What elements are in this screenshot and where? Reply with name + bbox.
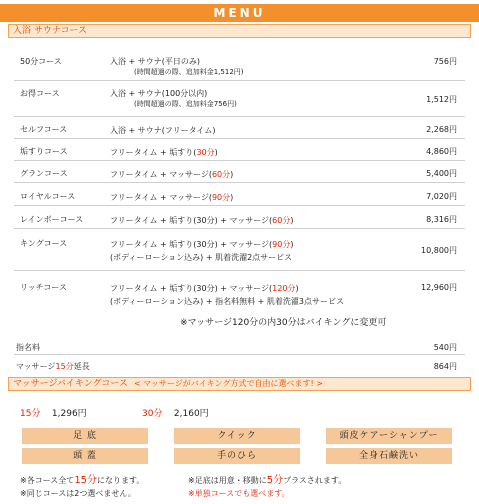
divider: [14, 160, 465, 161]
option-price: 864円: [433, 362, 457, 371]
course-price: 5,400円: [426, 169, 457, 178]
menu-title-bar: [0, 4, 479, 22]
desc-duration: 30分: [196, 148, 215, 157]
desc-duration: 120分: [272, 284, 296, 293]
viking-item-palm[interactable]: 手のひら: [174, 448, 300, 464]
option-price: 540円: [433, 343, 457, 352]
desc-text: ): [214, 148, 218, 157]
footer-note-foot: [188, 471, 346, 486]
desc-text: ): [295, 284, 299, 293]
course-name: ロイヤルコース: [20, 192, 76, 201]
option-text: 延長: [73, 362, 90, 371]
desc-duration: 60分: [272, 216, 291, 225]
course-desc: [110, 214, 293, 227]
viking-price-30: [142, 406, 209, 419]
section-title: マッサージバイキングコース: [13, 379, 128, 389]
desc-text: ): [290, 216, 294, 225]
note-text: になります。: [97, 476, 145, 485]
option-text: マッサージ: [16, 362, 56, 371]
desc-text: フリータイム + 垢すり(30分) + マッサージ(: [110, 240, 273, 249]
course-desc: 入浴 + サウナ(フリータイム): [110, 126, 216, 135]
option-name: [16, 361, 90, 372]
option-duration: 15分: [55, 362, 74, 371]
course-name: キングコース: [20, 239, 68, 248]
note-text: プラスされます。: [283, 476, 347, 485]
course-price: 4,860円: [426, 147, 457, 156]
option-name: 指名料: [16, 343, 40, 352]
course-desc-line2: (ボディーローション込み) + 指名料無料 + 肌着洗濯3点サービス: [110, 297, 344, 306]
desc-text: フリータイム + 垢すり(30分) + マッサージ(: [110, 284, 273, 293]
section-note: < マッサージがバイキング方式で自由に選べます! >: [133, 379, 323, 388]
course-price: 10,800円: [421, 246, 457, 255]
course-name: セルフコース: [20, 125, 68, 134]
desc-text: フリータイム + マッサージ(: [110, 170, 212, 179]
divider: [14, 205, 465, 206]
course-desc-line2: (ボディーローション込み) + 肌着洗濯2点サービス: [110, 253, 293, 262]
massage-note: ※マッサージ120分の内30分はバイキングに変更可: [180, 318, 387, 328]
footer-note-single: ※単独コースでも選べます。: [188, 489, 290, 498]
course-desc-line1: 入浴 + サウナ(100分以内): [110, 89, 208, 98]
divider: [14, 80, 465, 81]
desc-text: ): [290, 240, 294, 249]
viking-minutes: 30分: [142, 409, 163, 419]
course-desc: [110, 88, 237, 110]
viking-minutes: 15分: [20, 409, 41, 419]
course-name: 50分コース: [20, 57, 62, 66]
viking-item-head[interactable]: 頭 蓋: [22, 448, 148, 464]
desc-duration: 90分: [211, 193, 231, 202]
divider: [14, 270, 465, 271]
course-desc-line2: (時間超過の際、追加料金1,512円): [134, 68, 244, 76]
course-price: 1,512円: [426, 95, 457, 104]
footer-note-duration: [20, 471, 144, 486]
note-highlight: 15分: [74, 475, 98, 486]
divider: [14, 354, 465, 355]
desc-text: ): [230, 170, 234, 179]
menu-title: MENU: [213, 6, 266, 20]
desc-duration: 90分: [272, 240, 291, 249]
viking-item-scalp-shampoo[interactable]: 頭皮ケアーシャンプー: [326, 428, 452, 444]
course-price: 8,316円: [426, 215, 457, 224]
course-desc: [110, 282, 344, 308]
course-price: 756円: [433, 57, 457, 66]
course-desc-line2: (時間超過の際、追加料金756円): [134, 100, 237, 108]
footer-note-same-course: ※同じコースは2つ選べません。: [20, 489, 136, 498]
section-title: 入浴 サウナコース: [13, 26, 88, 36]
viking-price: 2,160円: [173, 409, 209, 419]
viking-item-soap-wash[interactable]: 全身石鹸洗い: [326, 448, 452, 464]
viking-price: 1,296円: [51, 409, 87, 419]
section-header-viking: [8, 377, 471, 391]
course-desc: [110, 168, 233, 181]
course-desc-line1: 入浴 + サウナ(平日のみ): [110, 57, 201, 66]
note-text: ※足底は用意・移動に: [188, 476, 267, 485]
section-header-bath-sauna: [8, 24, 471, 38]
viking-item-foot[interactable]: 足 底: [22, 428, 148, 444]
course-desc: [110, 191, 233, 204]
divider: [14, 182, 465, 183]
desc-duration: 60分: [211, 170, 231, 179]
course-name: お得コース: [20, 89, 60, 98]
note-highlight: 5分: [266, 475, 284, 486]
desc-text: フリータイム + 垢すり(30分) + マッサージ(: [110, 216, 273, 225]
course-name: グランコース: [20, 169, 68, 178]
desc-text: ): [230, 193, 234, 202]
course-price: 2,268円: [426, 125, 457, 134]
note-text: ※各コース全て: [20, 476, 75, 485]
course-name: リッチコース: [20, 283, 67, 292]
course-desc: [110, 238, 293, 264]
course-price: 12,960円: [421, 283, 457, 292]
course-desc: [110, 146, 218, 159]
course-name: 垢すりコース: [20, 147, 68, 156]
course-name: レインボーコース: [20, 215, 84, 224]
divider: [14, 138, 465, 139]
desc-text: フリータイム + マッサージ(: [110, 193, 212, 202]
desc-text: フリータイム + 垢すり(: [110, 148, 197, 157]
viking-item-quick[interactable]: クイック: [174, 428, 300, 444]
viking-price-15: [20, 406, 87, 419]
course-desc: [110, 56, 244, 78]
divider: [14, 228, 465, 229]
course-price: 7,020円: [426, 192, 457, 201]
divider: [14, 116, 465, 117]
